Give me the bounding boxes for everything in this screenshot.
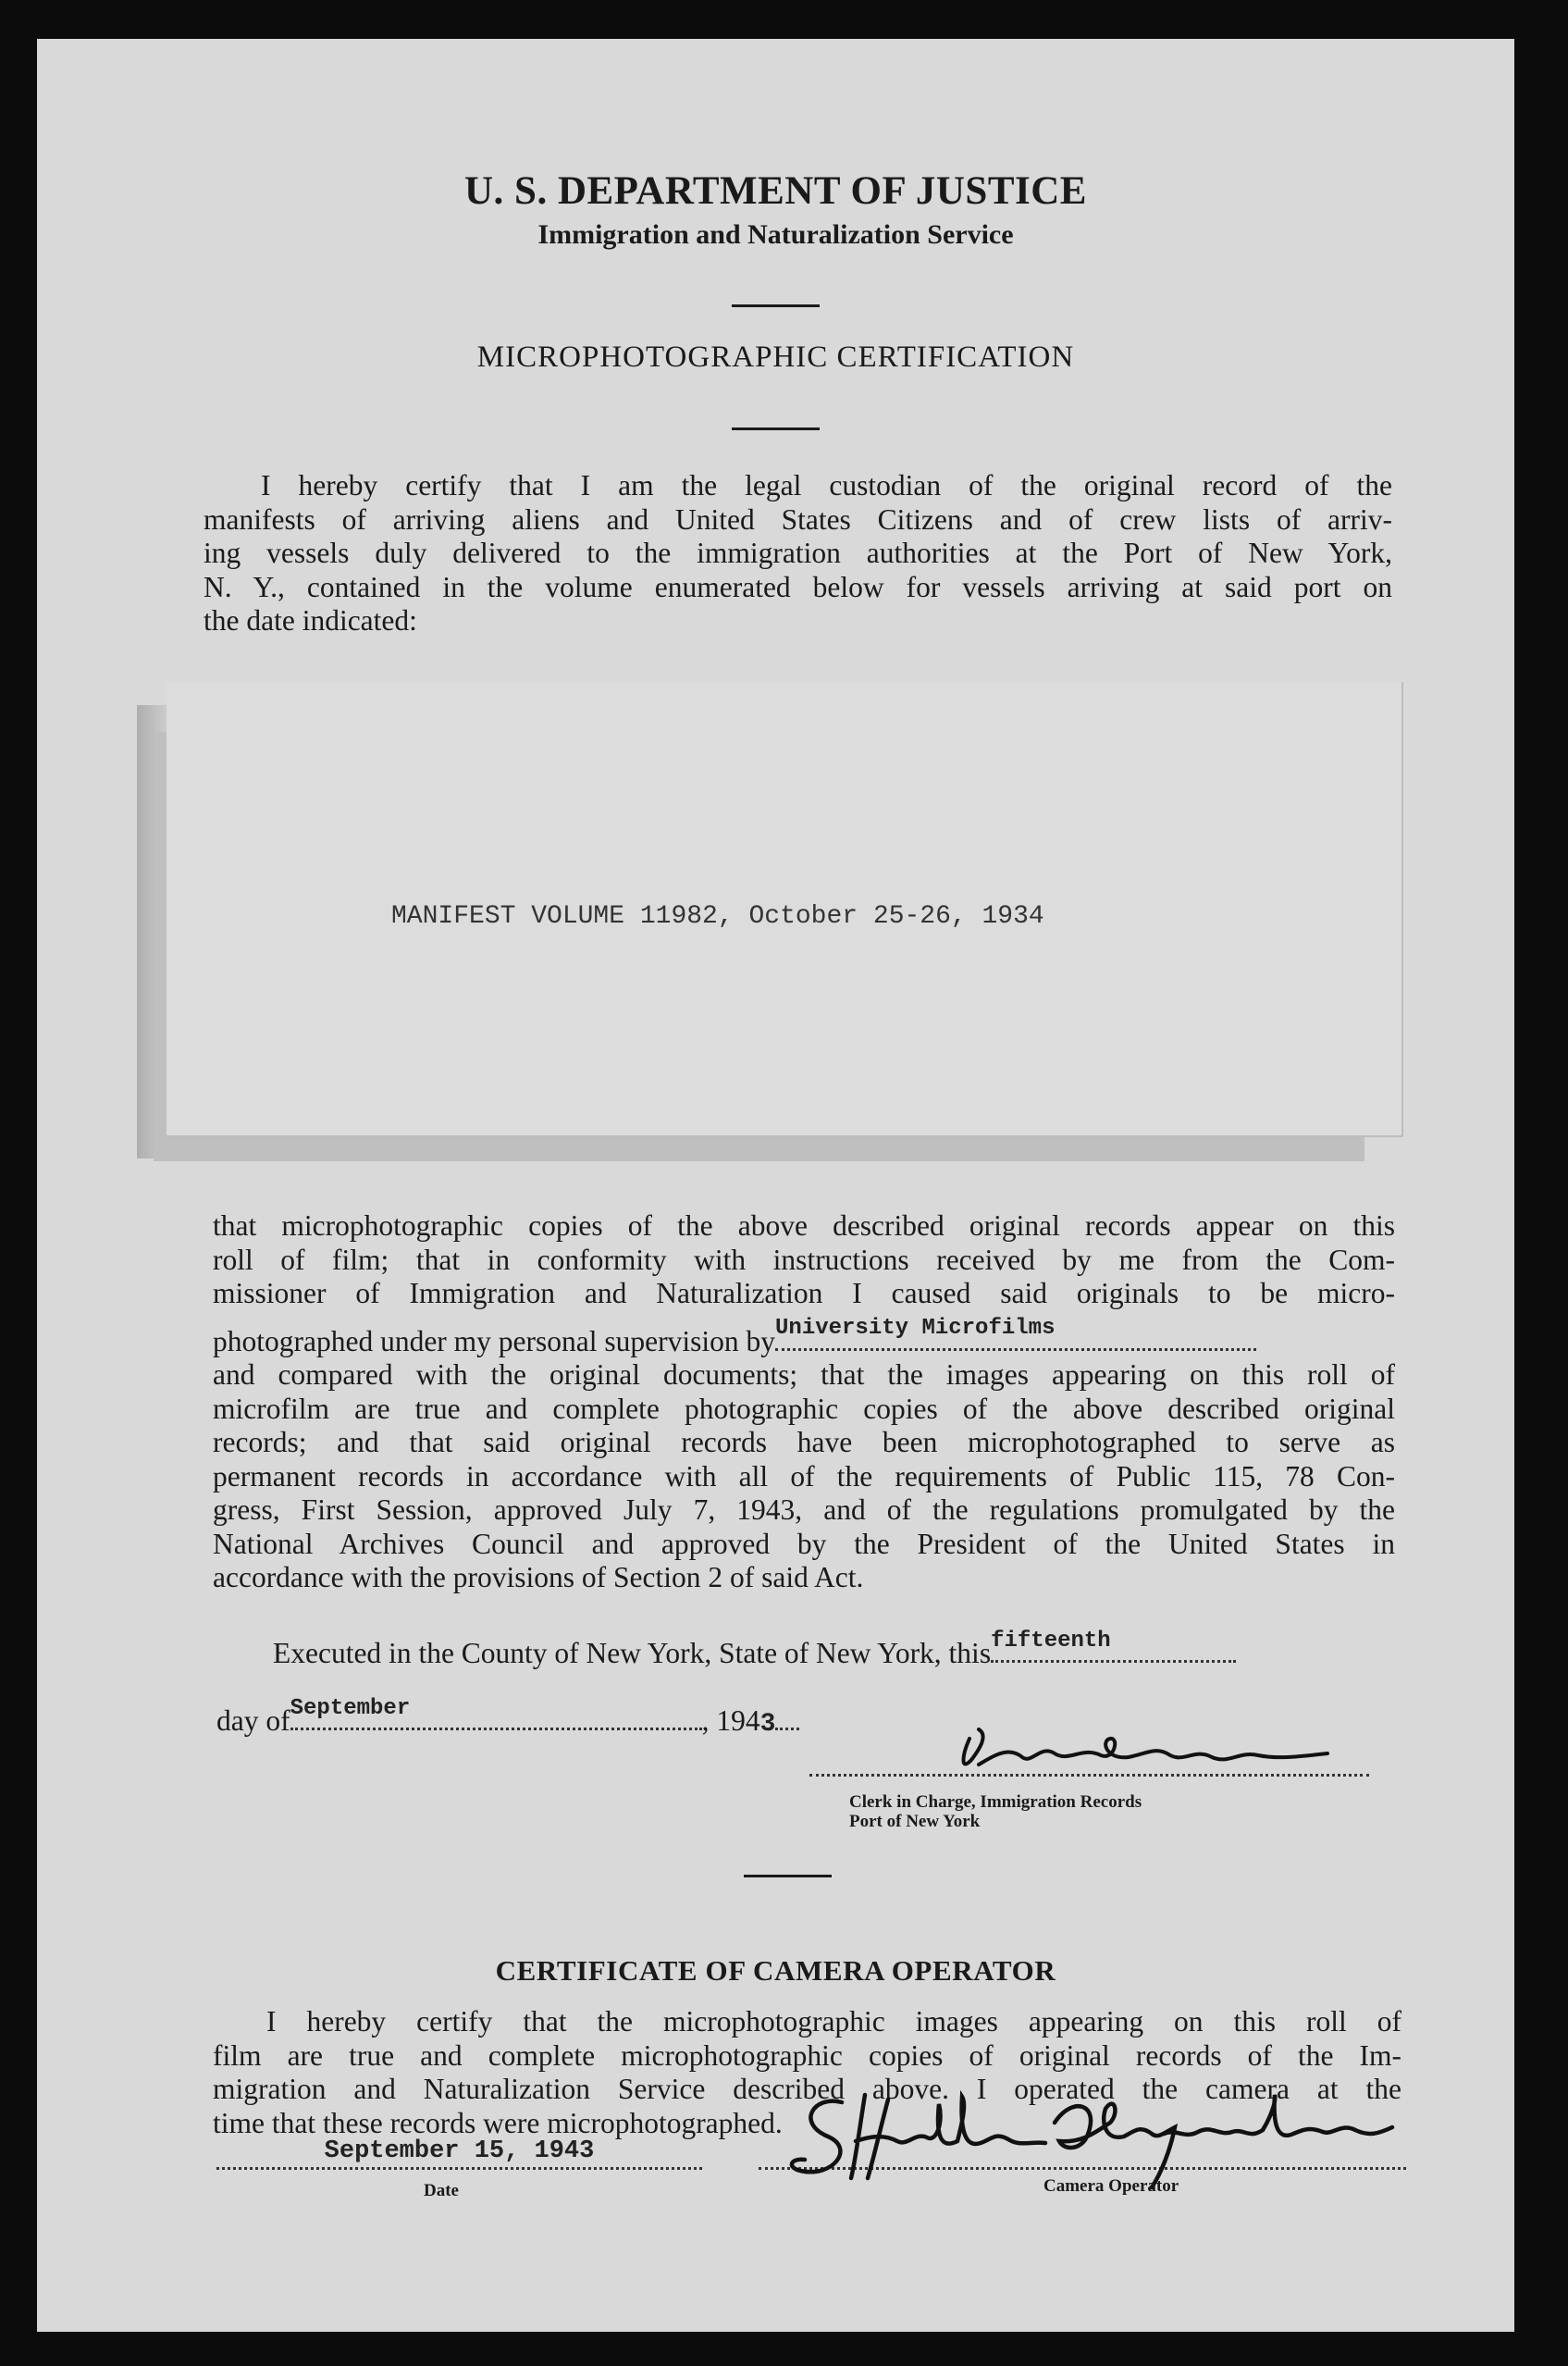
paragraph-line: roll of film; that in conformity with instructions received by me from the Com-	[213, 1243, 1395, 1276]
clerk-title-line1: Clerk in Charge, Immigration Records	[849, 1792, 1142, 1812]
service-subtitle: Immigration and Naturalization Service	[537, 219, 1014, 250]
department-title: U. S. DEPARTMENT OF JUSTICE	[463, 169, 1087, 213]
operator-date-value: September 15, 1943	[324, 2137, 595, 2165]
certificate-page	[37, 39, 1514, 2332]
paragraph-line: microfilm are true and complete photographic copies of the above described original	[213, 1392, 1395, 1425]
paragraph-line: accordance with the provisions of Section 2 of said Act.	[213, 1561, 864, 1593]
execution-line	[273, 1628, 1406, 1671]
month-field	[290, 1695, 702, 1730]
paragraph-line: I hereby certify that I am the legal custodian of the original record of the	[261, 469, 1392, 502]
year-prefix: , 194	[701, 1704, 760, 1737]
paragraph-line: manifests of arriving aliens and United States Citizens and of crew lists of arriv-	[204, 502, 1392, 536]
paragraph-line: National Archives Council and approved by the President of the United States in	[213, 1527, 1395, 1560]
paragraph-line: ing vessels duly delivered to the immigration authorities at the Port of New York,	[204, 537, 1392, 569]
certificate-heading: MICROPHOTOGRAPHIC CERTIFICATION	[476, 341, 1075, 374]
paragraph-line: missioner of Immigration and Naturalization I caused said originals to be micro-	[213, 1277, 1395, 1309]
camera-operator-label: Camera Operator	[1043, 2176, 1179, 2196]
execution-prefix: Executed in the County of New York, State of New York, this	[273, 1637, 992, 1669]
paragraph-line: records; and that said original records have been microphotographed to serve as	[213, 1426, 1395, 1458]
paragraph-line: film are true and complete microphotographic copies of original records of the Im-	[213, 2038, 1401, 2072]
supervision-line	[213, 1316, 1395, 1359]
clerk-signature	[953, 1718, 1341, 1783]
divider	[732, 304, 820, 307]
clerk-title-line2: Port of New York	[849, 1812, 981, 1831]
paragraph-line: I hereby certify that the microphotographic images appearing on this roll of	[266, 2005, 1401, 2038]
day-field	[991, 1628, 1236, 1663]
paragraph-line: migration and Naturalization Service described above. I operated the camera at the	[213, 2073, 1401, 2105]
clerk-title	[849, 1792, 1142, 1831]
insert-shadow	[137, 705, 170, 1158]
divider	[744, 1875, 832, 1877]
month-value: September	[290, 1695, 411, 1721]
divider	[732, 427, 820, 430]
paragraph-line: and compared with the original documents; that the images appearing on this roll of	[213, 1358, 1395, 1391]
paragraph-line: permanent records in accordance with all of the requirements of Public 115, 78 Con-	[213, 1459, 1395, 1493]
year-dots	[775, 1700, 799, 1730]
supervisor-value: University Microfilms	[775, 1316, 1056, 1341]
paragraph-line: time that these records were microphotographed.	[213, 2106, 783, 2139]
manifest-volume-label: MANIFEST VOLUME 11982, October 25-26, 1934	[391, 902, 1044, 931]
paragraph-line: the date indicated:	[204, 604, 417, 637]
supervision-prefix: photographed under my personal supervision by	[213, 1324, 776, 1357]
operator-date-label: Date	[424, 2181, 459, 2200]
paragraph-line: gress, First Session, approved July 7, 1943, and of the regulations promulgated by the	[213, 1493, 1395, 1526]
body-paragraph	[213, 1209, 1395, 1595]
operator-date-line	[216, 2167, 702, 2170]
year-digit: 3	[759, 1710, 776, 1739]
paragraph-line: N. Y., contained in the volume enumerated below for vessels arriving at said port on	[204, 570, 1392, 603]
date-line	[216, 1695, 883, 1742]
camera-operator-heading: CERTIFICATE OF CAMERA OPERATOR	[495, 1954, 1056, 1987]
day-value: fifteenth	[991, 1628, 1111, 1654]
supervisor-field	[775, 1316, 1256, 1351]
day-of-label: day of	[216, 1704, 290, 1737]
paragraph-line: that microphotographic copies of the above described original records appear on this	[213, 1209, 1395, 1242]
intro-paragraph	[204, 469, 1392, 638]
